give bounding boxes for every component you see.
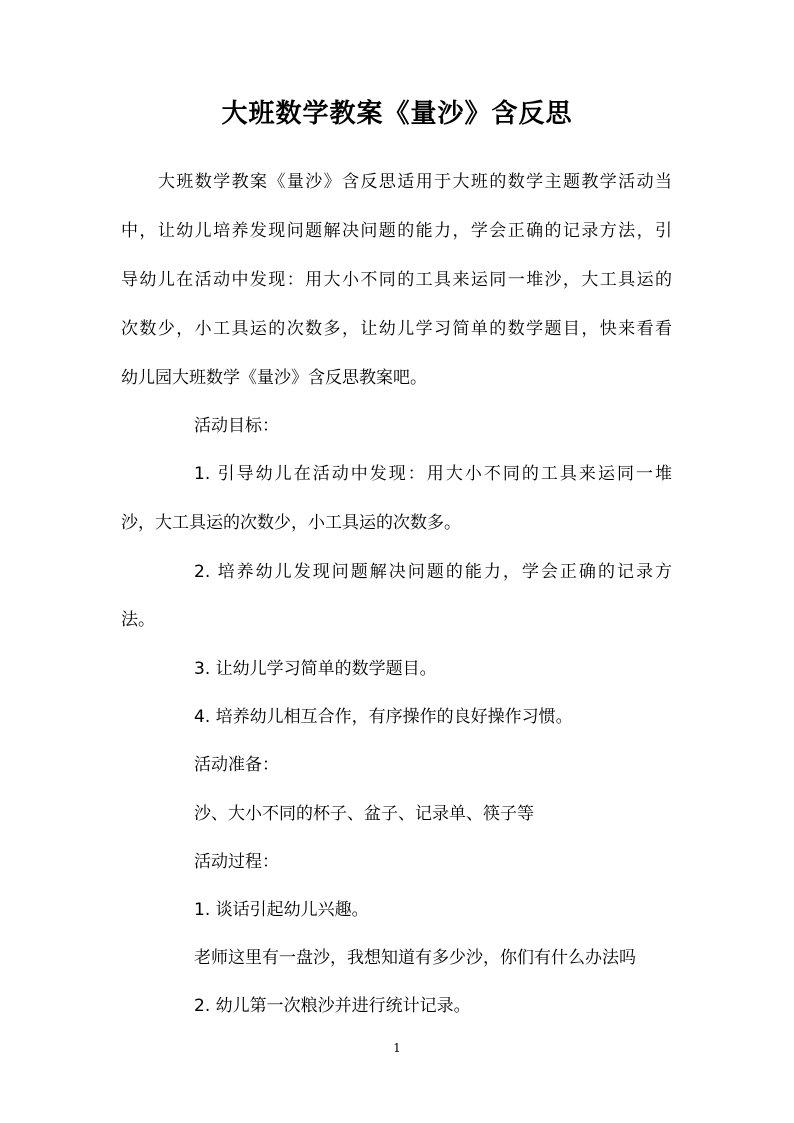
document-title: 大班数学教案《量沙》含反思 xyxy=(221,99,573,129)
prep-items: 沙、大小不同的杯子、盆子、记录单、筷子等 xyxy=(194,804,534,824)
goal-3: 3. 让幼儿学习简单的数学题目。 xyxy=(194,659,437,679)
intro-line-3: 导幼儿在活动中发现：用大小不同的工具来运同一堆沙，大工具运的 xyxy=(121,270,672,290)
goal-2-line-2: 法。 xyxy=(121,610,155,630)
process-heading: 活动过程： xyxy=(194,852,279,872)
step-1: 1. 谈话引起幼儿兴趣。 xyxy=(194,900,369,920)
step-1-dialogue: 老师这里有一盘沙，我想知道有多少沙，你们有什么办法吗 xyxy=(194,948,636,968)
intro-line-4: 次数少，小工具运的次数多，让幼儿学习简单的数学题目，快来看看 xyxy=(121,319,672,339)
goal-4: 4. 培养幼儿相互合作，有序操作的良好操作习惯。 xyxy=(194,707,573,727)
step-2: 2. 幼儿第一次粮沙并进行统计记录。 xyxy=(194,996,471,1016)
intro-line-5: 幼儿园大班数学《量沙》含反思教案吧。 xyxy=(121,368,427,388)
goal-1-line-1: 1. 引导幼儿在活动中发现：用大小不同的工具来运同一堆 xyxy=(194,464,672,484)
page-number: 1 xyxy=(393,1041,401,1055)
intro-line-2: 中，让幼儿培养发现问题解决问题的能力，学会正确的记录方法，引 xyxy=(121,221,672,241)
goal-2-line-1: 2. 培养幼儿发现问题解决问题的能力，学会正确的记录方 xyxy=(194,562,672,582)
goals-heading: 活动目标： xyxy=(194,416,279,436)
prep-heading: 活动准备： xyxy=(194,755,279,775)
intro-line-1: 大班数学教案《量沙》含反思适用于大班的数学主题教学活动当 xyxy=(158,172,672,192)
goal-1-line-2: 沙，大工具运的次数少，小工具运的次数多。 xyxy=(121,513,461,533)
